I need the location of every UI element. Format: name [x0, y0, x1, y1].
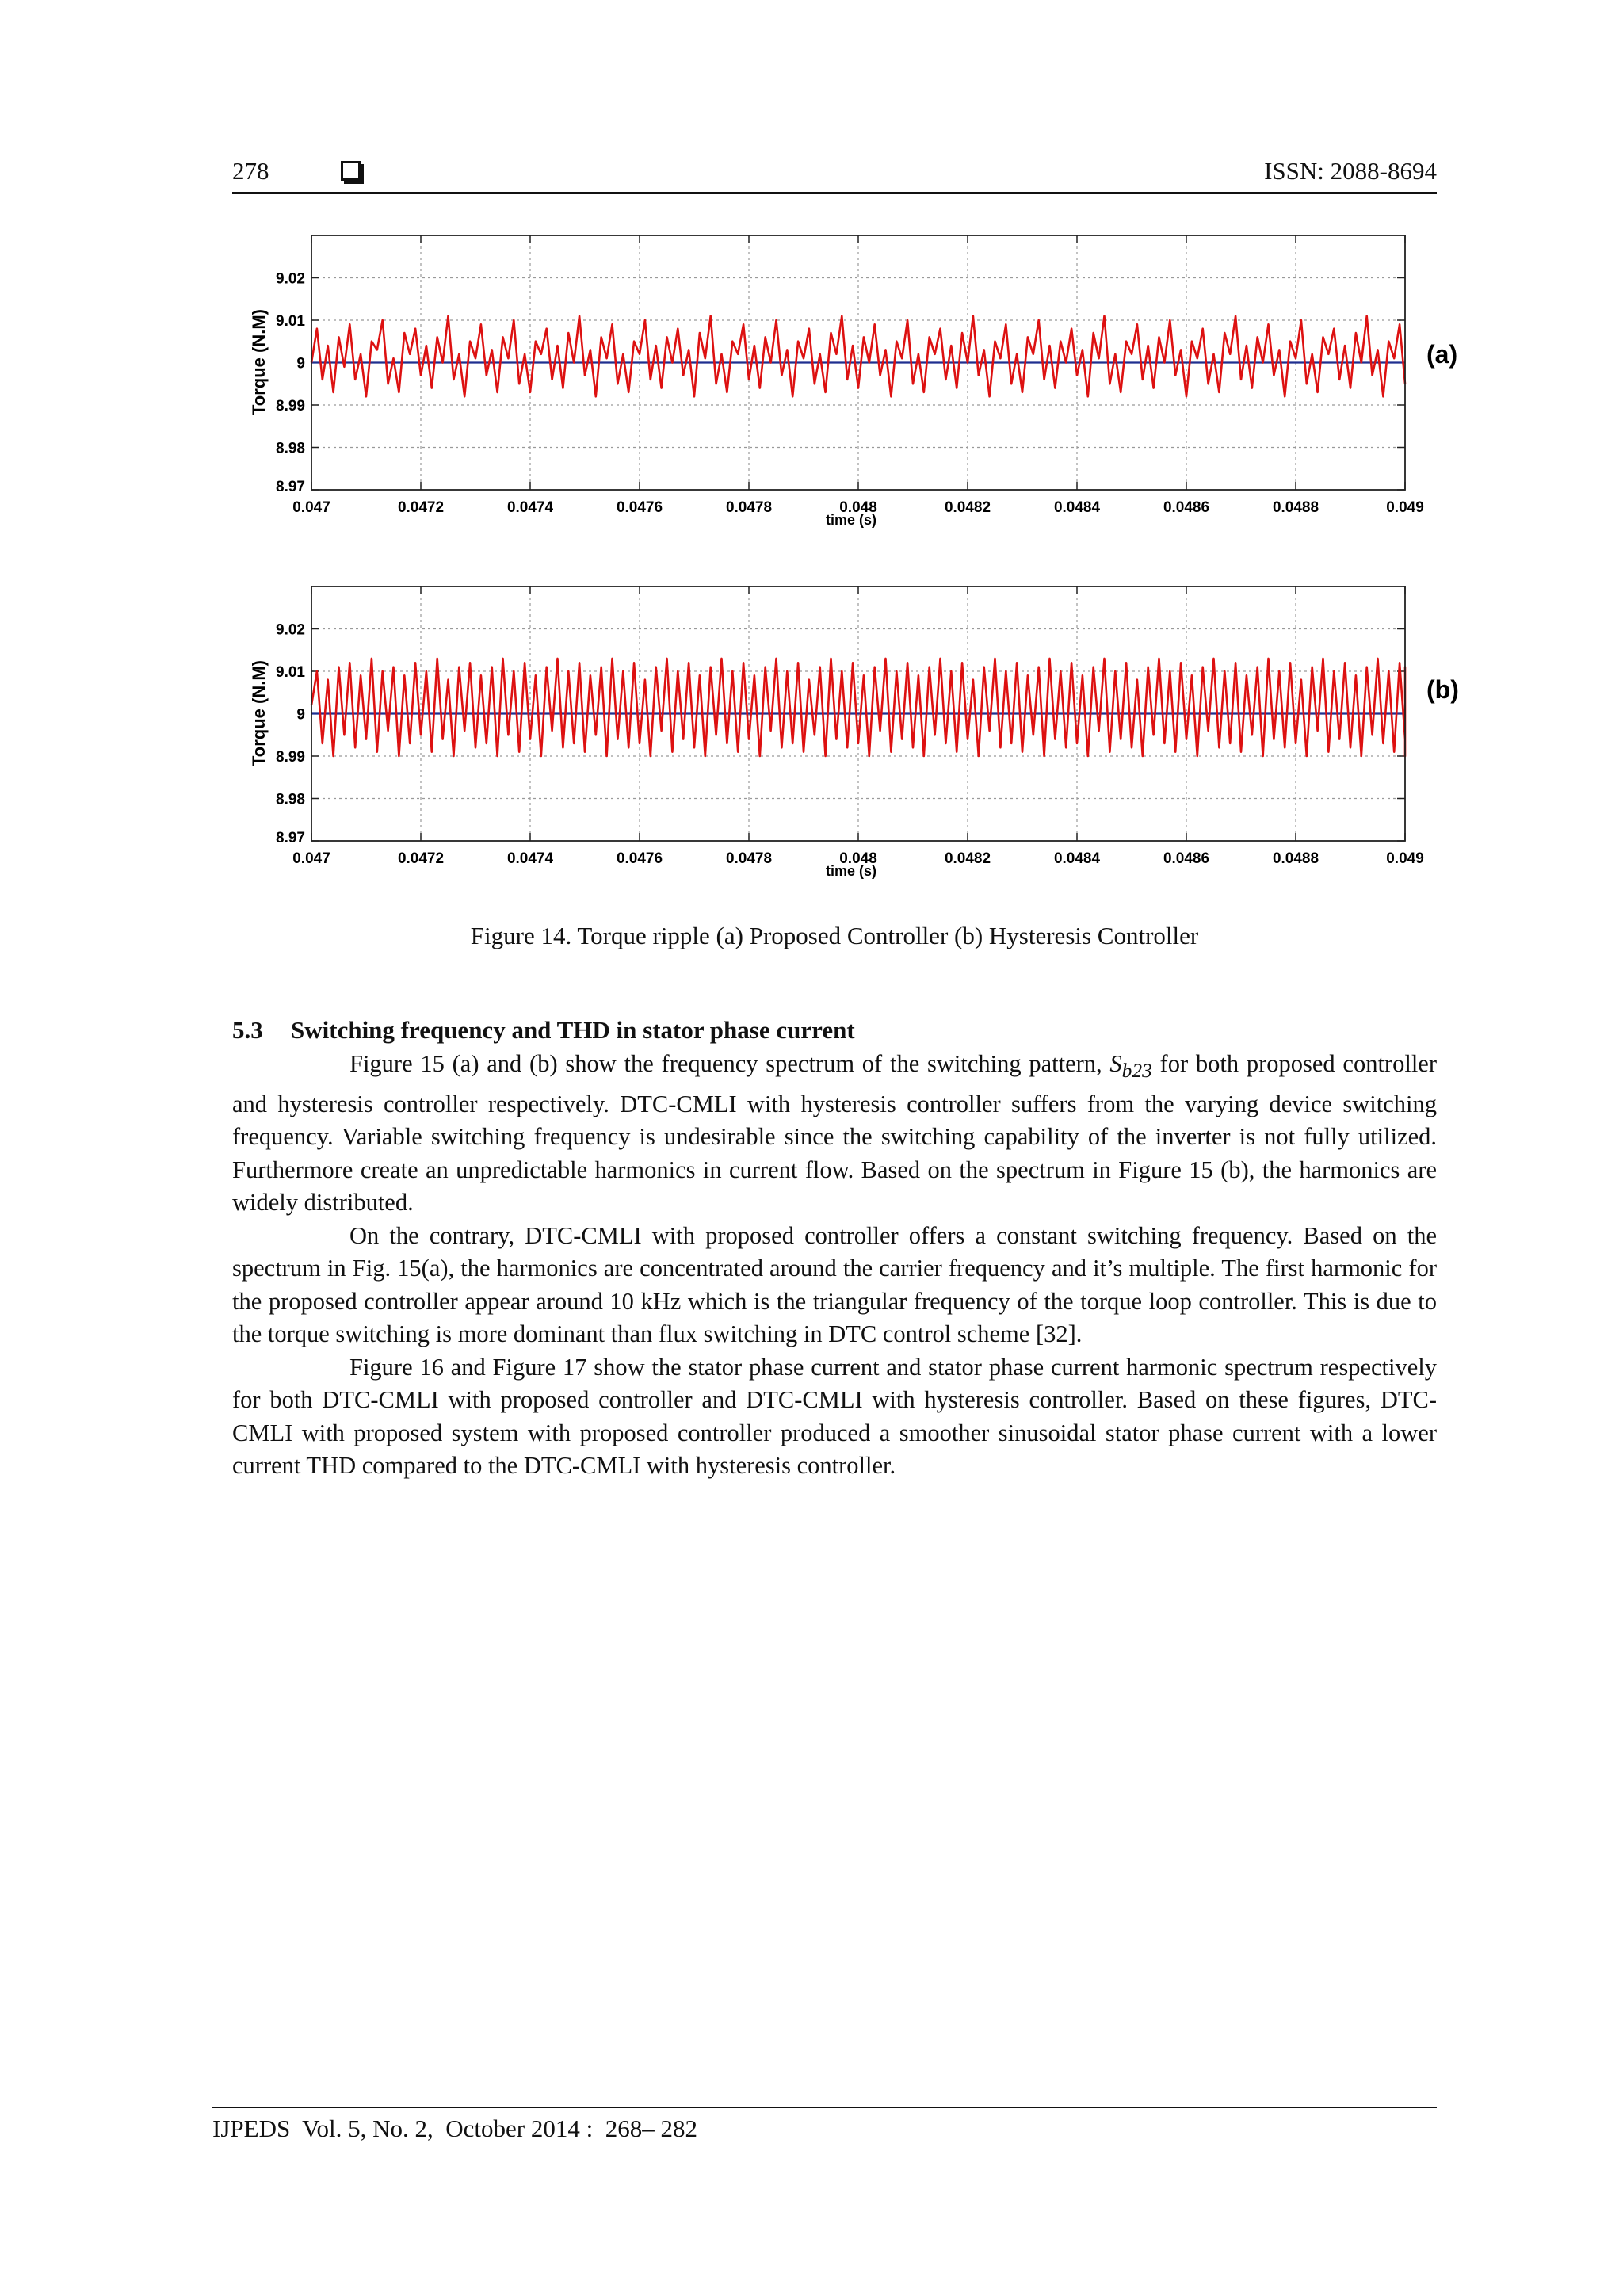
torque-series-line	[311, 659, 1405, 756]
x-tick-label: 0.0482	[944, 499, 991, 516]
y-tick-label: 8.97	[276, 479, 305, 495]
x-tick-label: 0.0472	[397, 499, 445, 516]
x-tick-label: 0.0488	[1272, 499, 1319, 516]
x-tick-label: 0.0476	[616, 499, 663, 516]
plot-area	[276, 235, 1424, 516]
x-tick-label: 0.049	[1386, 850, 1424, 867]
y-axis-label: Torque (N.M)	[249, 308, 269, 416]
x-tick-label: 0.0486	[1163, 499, 1210, 516]
section-number: 5.3	[232, 1016, 263, 1044]
x-tick-label: 0.048	[839, 850, 877, 867]
torque-chart-a	[238, 226, 1474, 539]
x-tick-label: 0.0482	[944, 850, 991, 867]
body-text	[232, 1048, 1437, 1483]
x-axis-label: time (s)	[825, 512, 877, 528]
y-tick-label: 8.99	[276, 749, 305, 766]
x-tick-label: 0.049	[1386, 499, 1424, 516]
torque-chart-b	[238, 577, 1474, 890]
panel-label-b: (b)	[1426, 675, 1459, 704]
x-tick-label: 0.0478	[725, 499, 773, 516]
paragraph-1: Figure 15 (a) and (b) show the frequency spectrum of the switching pattern, $S_{b23}$ for both proposed controller and hysteresis controller respectively. DTC-CMLI with hysteresis controller suffers from the varying device switching frequency. Variable switching frequency is undesirable since the switching capability of the inverter is not fully utilized. Furthermore create an unpredictable harmonics in current flow. Based on the spectrum in Figure 15 (b), the harmonics are widely distributed.	[232, 1050, 1437, 1217]
x-tick-label: 0.047	[292, 499, 330, 516]
y-tick-label: 8.98	[276, 440, 305, 457]
switching-variable: S	[1109, 1050, 1122, 1077]
x-tick-label: 0.048	[839, 499, 877, 516]
issn: ISSN: 2088-8694	[1264, 157, 1437, 185]
y-tick-label: 9.01	[276, 664, 305, 681]
figure-caption: Figure 14. Torque ripple (a) Proposed Controller (b) Hysteresis Controller	[470, 922, 1199, 949]
footer-citation: IJPEDS Vol. 5, No. 2, October 2014 : 268– 282	[212, 2115, 697, 2142]
x-tick-label: 0.0488	[1272, 850, 1319, 867]
torque-series-line	[311, 316, 1405, 397]
x-tick-label: 0.0476	[616, 850, 663, 867]
header-rule	[232, 192, 1437, 194]
x-tick-label: 0.0474	[506, 499, 554, 516]
x-axis-label: time (s)	[825, 863, 877, 879]
x-tick-label: 0.0484	[1053, 499, 1101, 516]
y-tick-label: 8.98	[276, 791, 305, 808]
x-tick-label: 0.0486	[1163, 850, 1210, 867]
paragraph-2: On the contrary, DTC-CMLI with proposed controller offers a constant switching frequency. Based on the spectrum in Fig. 15(a), the harmonics are concentrated around the carrier frequency and it’s multiple. The first harmonic for the proposed controller appear around 10 kHz which is the triangular frequency of the torque loop controller. This is due to the torque switching is more dominant than flux switching in DTC control scheme [32].	[232, 1221, 1437, 1348]
y-tick-label: 8.99	[276, 398, 305, 415]
x-tick-label: 0.047	[292, 850, 330, 867]
y-tick-label: 9.02	[276, 270, 305, 288]
page-number: 278	[232, 157, 361, 185]
footer-rule	[212, 2107, 1437, 2108]
y-tick-label: 9.02	[276, 621, 305, 639]
x-tick-label: 0.0484	[1053, 850, 1101, 867]
y-tick-label: 9	[296, 706, 305, 724]
y-tick-label: 9.01	[276, 313, 305, 330]
plot-area	[276, 586, 1424, 867]
paragraph-3: Figure 16 and Figure 17 show the stator phase current and stator phase current harmonic spectrum respectively for both DTC-CMLI with proposed controller and DTC-CMLI with hysteresis controller. Based on these figures, DTC-CMLI with proposed system with proposed controller produced a smoother sinusoidal stator phase current with a lower current THD compared to the DTC-CMLI with hysteresis controller.	[232, 1353, 1437, 1480]
x-tick-label: 0.0472	[397, 850, 445, 867]
section-heading	[232, 1016, 855, 1045]
y-axis-label: Torque (N.M)	[249, 659, 269, 767]
switching-variable-subscript: b23	[1121, 1060, 1152, 1083]
y-tick-label: 8.97	[276, 830, 305, 846]
y-tick-label: 9	[296, 355, 305, 372]
section-title: Switching frequency and THD in stator phase current	[291, 1016, 855, 1044]
square-bullet-icon	[341, 161, 361, 181]
x-tick-label: 0.0474	[506, 850, 554, 867]
x-tick-label: 0.0478	[725, 850, 773, 867]
panel-label-a: (a)	[1426, 340, 1458, 369]
